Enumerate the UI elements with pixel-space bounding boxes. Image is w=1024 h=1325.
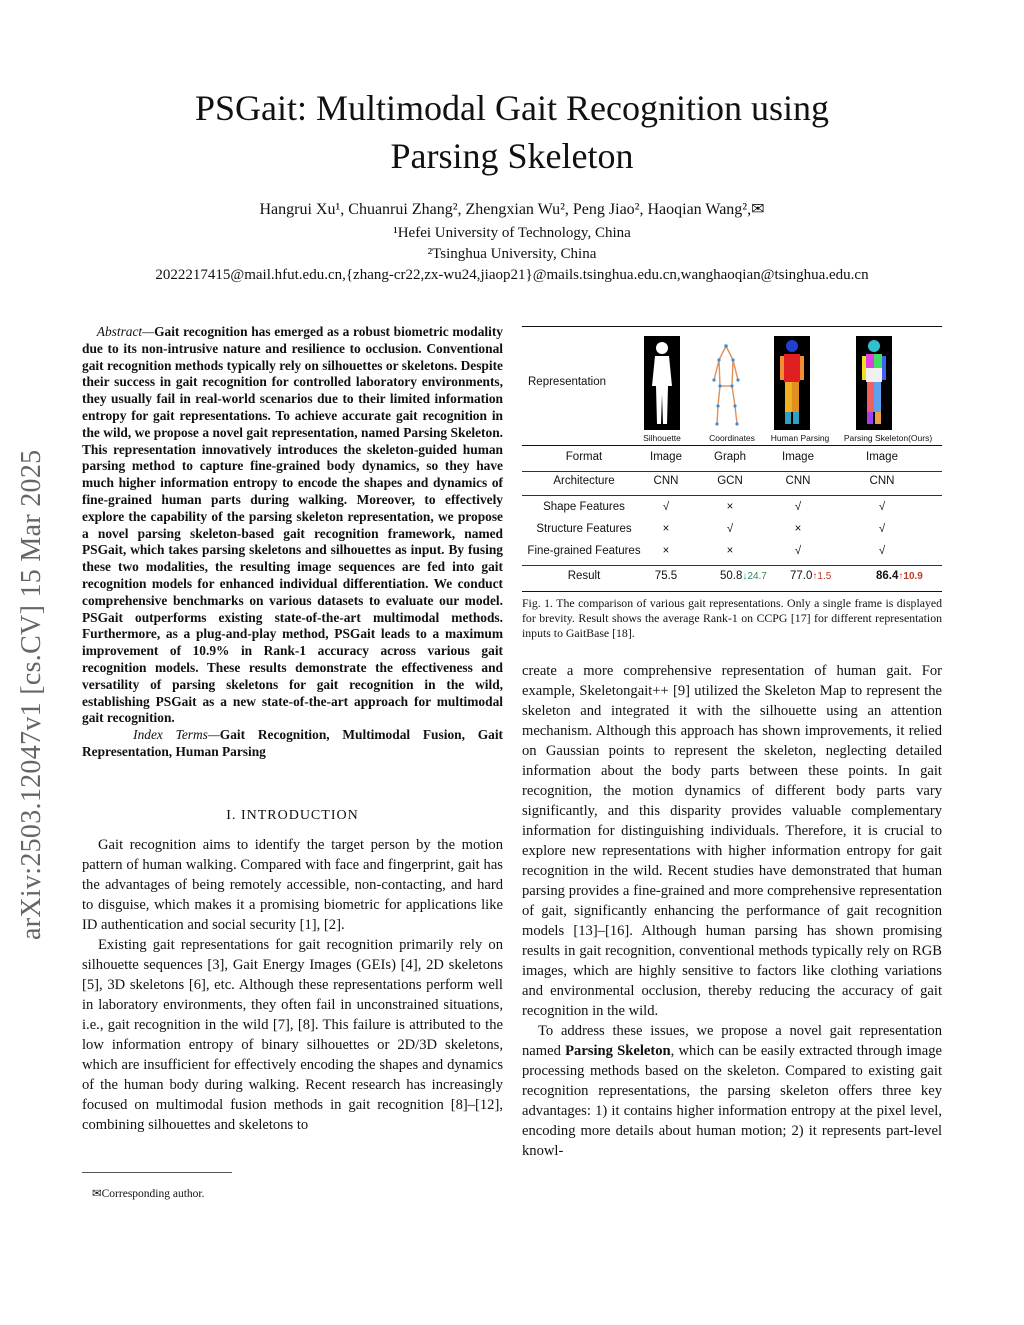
right-paragraph-1: create a more comprehensive representation of human gait. For example, Skeletongait++ [9] utilized the Skeleton Map to represent the skeleton and integrated it with the silhouette using an attention mechanism. Although this approach has shown improvements, it relied on Gaussian points to represent the skeleton, neglecting detailed information about the body parts between these points. In gait recognition, the motion dynamics of different body parts vary significantly, and this disparity provides valuable complementary information for distinguishing individuals. Therefore, it is crucial to explore new representations with higher information entropy for gait recognition in the wild. Recent studies have demonstrated that human parsing provides a fine-grained and more comprehensive representation of gait, significantly enhancing the performance of gait recognition models [13]–[16]. Although human parsing has shown promising results in gait recognition, conventional methods typically rely on RGB images, which are highly sensitive to factors like clothing variations and environmental occlusion, thereby reducing the accuracy of gait recognition in the wild.: [522, 663, 942, 1019]
table-cell: GCN: [717, 475, 743, 487]
result-value: 50.8: [720, 570, 743, 582]
skeleton-keypoints-icon: [708, 336, 744, 430]
table-row: [522, 497, 942, 520]
result-value: 77.0: [790, 570, 813, 582]
image-label-parsing-skeleton: Parsing Skeleton(Ours): [843, 433, 933, 443]
abstract-label: Abstract—: [96, 324, 155, 339]
result-delta-up: ↑10.9: [898, 571, 923, 582]
table-cell: Image: [650, 451, 682, 463]
table-cell: √: [794, 545, 802, 557]
table-cell: ×: [662, 545, 670, 557]
image-label-human-parsing: Human Parsing: [770, 433, 830, 443]
footnote-rule: [82, 1172, 232, 1173]
table-cell: CNN: [653, 475, 679, 487]
affiliation-1: ¹Hefei University of Technology, China: [393, 225, 631, 241]
index-terms-label: Index Terms—: [133, 727, 220, 743]
title-line-1: PSGait: Multimodal Gait Recognition using: [195, 88, 829, 128]
abstract-text: Gait recognition has emerged as a robust biometric modality due to its non-intrusive nature and resilience to occlusion. Conventional gait recognition methods typically rely on silhouettes or skeletons. Despite their success in gait recognition for controlled laboratory environments, they usually fail in real-world scenarios due to their limited information entropy for gait representations. To achieve accurate gait recognition in the wild, we propose a novel gait representation, named Parsing Skeleton. This representation innovatively introduces the skeleton-guided human parsing method to capture fine-grained body dynamics, so they have much higher information entropy to encode the shapes and dynamics of fine-grained human parts during walking. Moreover, to effectively explore the capability of the parsing skeleton representation, we propose a novel parsing skeleton-based gait recognition framework, named PSGait, which takes parsing skeletons and silhouettes as input. By fusing these two modalities, the resulting image sequences are fed into gait recognition models for enhanced individual differentiation. We conduct comprehensive benchmarks on various datasets to evaluate our model. PSGait outperforms existing state-of-the-art multimodal methods. Furthermore, as a plug-and-play method, PSGait leads to a maximum improvement of 10.9% in Rank-1 accuracy across various gait recognition models. These results demonstrate the effectiveness and versatility of parsing skeletons for gait recognition in the wild, establishing PSGait as a new state-of-the-art approach for multimodal gait recognition.: [82, 324, 503, 726]
index-terms-text: Gait Recognition, Multimodal Fusion, Gait Representation, Human Parsing: [82, 727, 503, 759]
table-cell: √: [878, 545, 886, 557]
silhouette-figure-icon: [644, 336, 680, 430]
table-row: [522, 447, 942, 470]
row-label: Shape Features: [543, 501, 625, 513]
row-label: Format: [565, 451, 603, 463]
row-label: Structure Features: [536, 523, 632, 535]
figure-bottom-rule: [522, 591, 942, 592]
result-row: [522, 566, 942, 589]
table-row: [522, 541, 942, 564]
coordinates-image: [708, 336, 744, 430]
result-value: 86.4: [876, 570, 899, 582]
table-row: [522, 519, 942, 542]
table-cell: ×: [726, 545, 734, 557]
parsing-figure-icon: [774, 336, 810, 430]
representation-label: Representation: [528, 376, 606, 388]
paper-title: [0, 84, 1024, 180]
image-label-silhouette: Silhouette: [643, 433, 681, 443]
table-cell: ×: [662, 523, 670, 535]
table-cell: √: [726, 523, 734, 535]
author-emails: 2022217415@mail.hfut.edu.cn,{zhang-cr22,zx-wu24,jiaop21}@mails.tsinghua.edu.cn,wanghaoqian@tsinghua.edu.cn: [155, 267, 869, 283]
silhouette-image: [644, 336, 680, 430]
result-delta-up: ↑1.5: [812, 571, 832, 582]
result-label: Result: [567, 570, 601, 582]
table-cell: ×: [726, 501, 734, 513]
left-column: [82, 835, 503, 1135]
table-cell: Graph: [714, 451, 746, 463]
table-cell: CNN: [785, 475, 811, 487]
abstract: [82, 324, 503, 761]
table-cell: Image: [866, 451, 898, 463]
right-column: [522, 661, 942, 1161]
parsing-skeleton-term: Parsing Skeleton: [565, 1043, 671, 1059]
parsing-skeleton-figure-icon: [856, 336, 892, 430]
figure-caption: Fig. 1. The comparison of various gait representations. Only a single frame is displayed for brevity. Result shows the average Rank-1 on CCPG [17] for different representation inputs to GaitBase [18].: [522, 596, 942, 640]
table-cell: CNN: [869, 475, 895, 487]
figure-top-rule: [522, 326, 942, 327]
result-value: 75.5: [654, 570, 678, 582]
table-cell: √: [662, 501, 670, 513]
intro-paragraph-2: Existing gait representations for gait recognition primarily rely on silhouette sequences [3], Gait Energy Images (GEIs) [4], 2D skeletons [5], 3D skeletons [6], etc. Although these representations perform well in laboratory environments, they often fail in unconstrained situations, i.e., gait recognition in the wild [7], [8]. This failure is attributed to the low information entropy of binary silhouettes or 2D/3D skeletons, which are insufficient for effectively encoding the shapes and dynamics of the human body during walking. Recent research has increasingly focused on multimodal fusion methods in gait recognition [8]–[12], combining silhouettes and skeletons to: [82, 937, 503, 1133]
right-paragraph-2-rest: , which can be easily extracted through image processing methods based on the skeleton. Compared to existing gait recognition representations, the parsing skeleton offers three key advantages: 1) it contains higher information entropy at the pixel level, encoding more details about human motion; 2) it represents part-level knowl-: [522, 1043, 942, 1159]
table-row: [522, 471, 942, 494]
table-cell: √: [878, 523, 886, 535]
row-divider: [522, 495, 942, 496]
footnote: ✉Corresponding author.: [92, 1188, 205, 1200]
affiliation-2: ²Tsinghua University, China: [427, 246, 597, 262]
row-label: Fine-grained Features: [527, 545, 641, 557]
title-line-2: Parsing Skeleton: [390, 136, 634, 176]
table-cell: Image: [782, 451, 814, 463]
table-cell: ×: [794, 523, 802, 535]
intro-paragraph-1: Gait recognition aims to identify the target person by the motion pattern of human walking. Compared with face and fingerprint, gait has the advantages of being remotely accessible, non-contacting, and hard to disguise, which makes it a promising biometric for applications like ID authentication and social security [1], [2].: [82, 837, 503, 933]
result-cell: [856, 570, 962, 582]
result-delta-down: ↓24.7: [742, 571, 767, 582]
row-label: Architecture: [553, 475, 615, 487]
table-cell: √: [794, 501, 802, 513]
table-cell: √: [878, 501, 886, 513]
figure-rule: [522, 445, 942, 446]
section-heading: I. INTRODUCTION: [226, 808, 359, 823]
right-paragraph-2-start: To address these issues, we propose a novel gait representation named: [522, 1023, 942, 1059]
right-paragraph-2: [522, 1021, 942, 1161]
parsing-skeleton-image: [856, 336, 892, 430]
figure-1: [522, 326, 942, 596]
image-label-coordinates: Coordinates: [709, 433, 755, 443]
arxiv-identifier: arXiv:2503.12047v1 [cs.CV] 15 Mar 2025: [16, 449, 47, 940]
human-parsing-image: [774, 336, 810, 430]
author-list: Hangrui Xu¹, Chuanrui Zhang², Zhengxian Wu², Peng Jiao², Haoqian Wang²,✉: [259, 201, 765, 218]
